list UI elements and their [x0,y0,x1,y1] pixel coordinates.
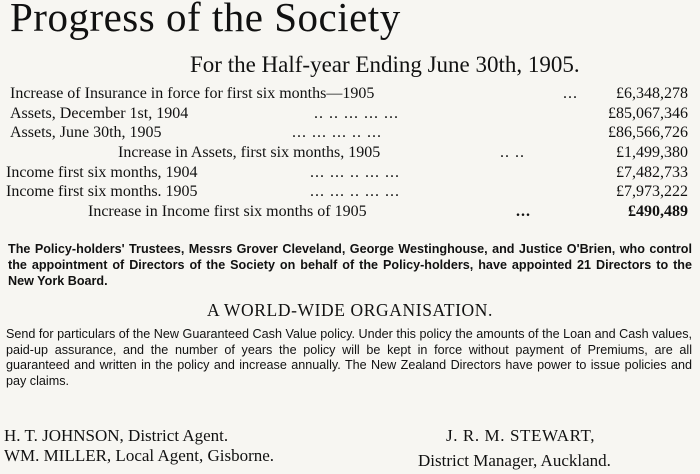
stat-label: Income first six months, 1904 [6,163,198,181]
local-agent: WM. MILLER, Local Agent, Gisborne. [4,446,275,465]
stat-amount: £7,973,222 [616,183,688,201]
progress-stats [0,84,700,222]
stat-amount: £7,482,733 [616,163,688,181]
stat-label: Increase in Assets, first six months, 1905 [118,144,381,162]
stat-leader-dots: .. .. [500,144,525,162]
stat-leader-dots: ... ... .. ... ... [310,183,400,201]
stat-amount: £86,566,726 [608,124,688,142]
stat-amount: £85,067,346 [608,104,688,122]
ad-title: Progress of the Society [10,0,401,40]
stat-leader-dots: ... ... .. ... ... [310,163,400,181]
stat-label: Increase in Income first six months of 1905 [88,203,367,221]
stat-leader-dots: ... [563,85,578,102]
stat-row-income-1904 [0,163,700,183]
stat-leader-dots: ... [516,203,531,221]
stat-label: Increase of Insurance in force for first six months—1905 [10,85,375,102]
stat-leader-dots: ... ... ... .. ... [292,124,382,142]
stat-label: Assets, December 1st, 1904 [10,104,189,122]
stat-row-assets-increase [0,143,700,163]
stat-row-income-1905 [0,182,700,202]
stat-label: Assets, June 30th, 1905 [10,124,162,142]
stat-row-insurance-increase [0,84,700,104]
stat-leader-dots: .. .. ... ... ... [314,104,399,122]
section-heading: A WORLD-WIDE ORGANISATION. [206,300,493,320]
district-manager-name: J. R. M. STEWART, [446,426,596,445]
stat-label: Income first six months. 1905 [6,183,198,201]
stat-row-assets-dec-1904 [0,104,700,124]
stat-amount: £490,489 [628,203,688,221]
trustees-note: The Policy-holders' Trustees, Messrs Grover Cleveland, George Westinghouse, and Justice O'Brien, who control the appointment of Directors of the Society on behalf of the Policy-holders, have appointed 21 Directors to the New York Board. [8,242,692,288]
ad-subtitle: For the Half-year Ending June 30th, 1905. [190,52,580,77]
stat-row-assets-june-1905 [0,123,700,143]
stat-amount: £1,499,380 [616,144,688,162]
district-manager-title: District Manager, Auckland. [418,451,611,470]
stat-amount: £6,348,278 [616,85,688,102]
policy-particulars: Send for particulars of the New Guaranteed Cash Value policy. Under this policy the amounts of the Loan and Cash values, paid-up assurance, and the number of years the policy will be kept in force without payment of Premiums, are all guaranteed and written in the policy and increase annually. The New Zealand Directors have power to issue policies and pay claims. [6,327,692,388]
stat-row-income-increase [0,202,700,222]
district-agent: H. T. JOHNSON, District Agent. [4,426,229,445]
